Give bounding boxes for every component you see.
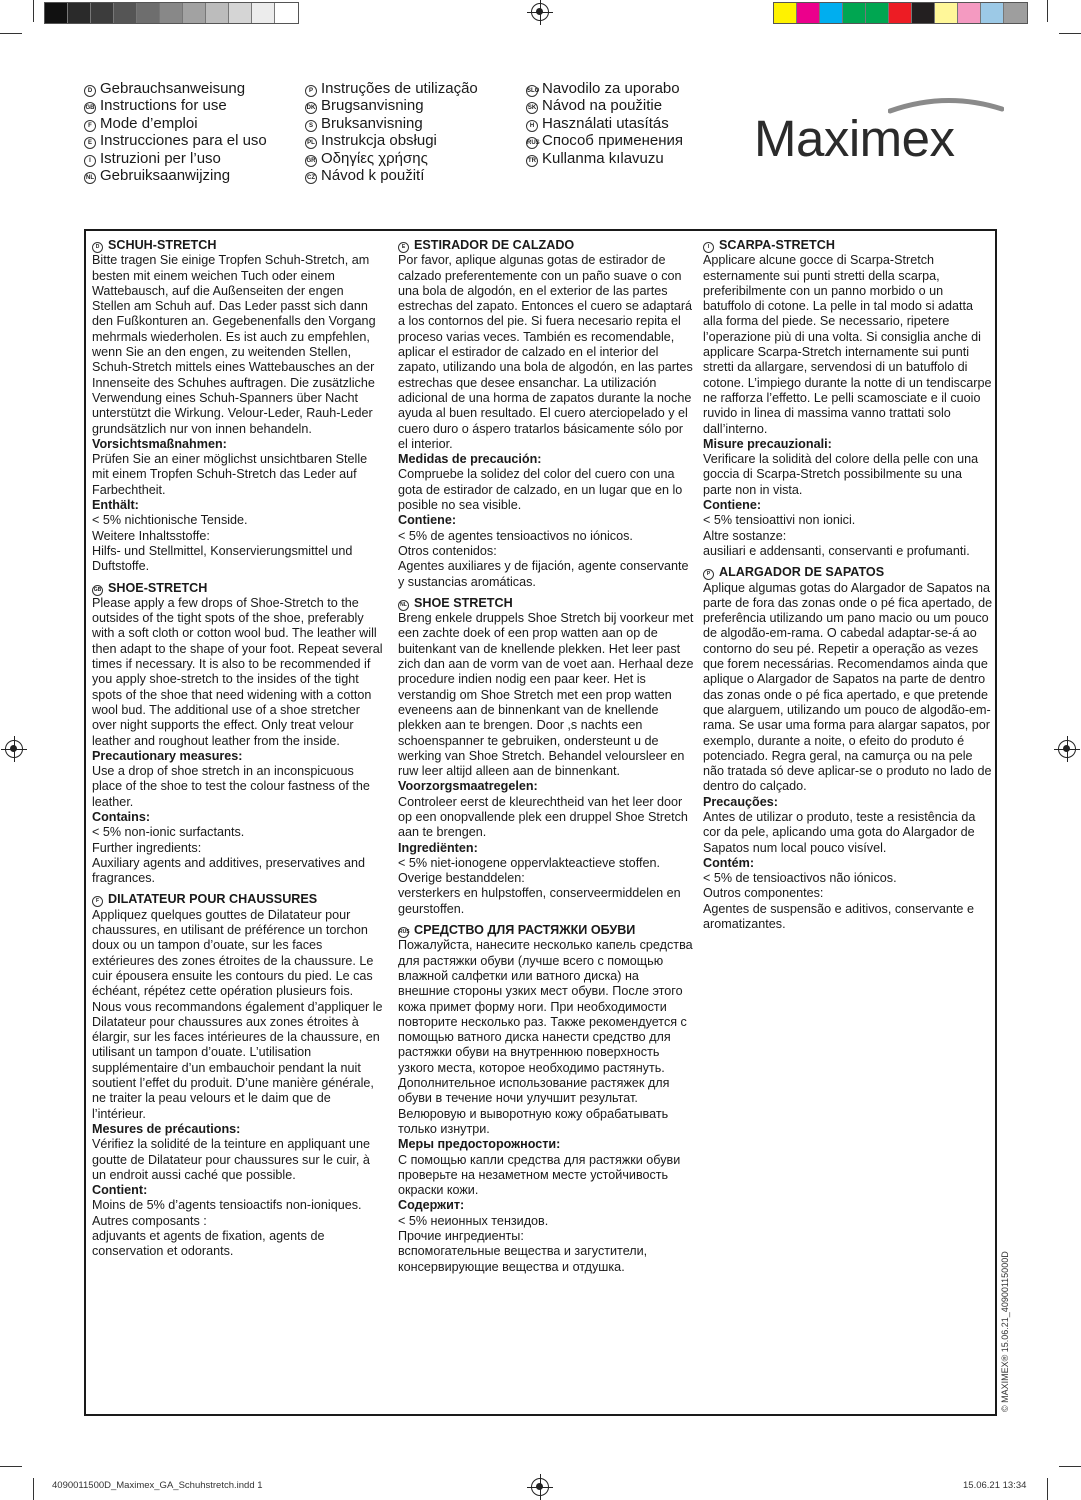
further-ingredients-text: adjuvants et agents de fixation, agents de conservation et odorants.: [92, 1229, 325, 1259]
further-ingredients-label: Overige bestanddelen:: [398, 871, 525, 886]
language-code-badge: F: [84, 120, 96, 132]
language-item: [84, 80, 267, 97]
section-title: SHOE STRETCH: [414, 595, 513, 610]
section-portuguese: [703, 565, 993, 932]
registration-mark-left: [5, 740, 23, 758]
contains-label: Contiene:: [703, 498, 762, 513]
crop-mark: [1059, 1466, 1081, 1467]
section-title: DILATATEUR POUR CHAUSSURES: [108, 892, 318, 907]
crop-mark: [33, 1478, 34, 1500]
contains-text: Moins de 5% d’agents tensioactifs non-ioniques.: [92, 1198, 362, 1213]
language-label: Navodilo za uporabo: [542, 80, 680, 97]
gray-swatch: [229, 3, 252, 23]
precaution-text: Use a drop of shoe stretch in an inconspicuous place of the shoe to test the colour fastness of the leather.: [92, 764, 370, 809]
language-code-badge: E: [398, 242, 409, 253]
language-code-badge: GB: [84, 102, 96, 114]
language-code-badge: SK: [526, 102, 538, 114]
language-code-badge: NL: [398, 600, 409, 611]
contains-label: Contém:: [703, 855, 755, 870]
gray-swatch: [275, 3, 298, 23]
crop-mark: [0, 33, 22, 34]
language-item: [305, 150, 478, 167]
registration-mark-bottom: [531, 1478, 549, 1496]
contains-label: Enthält:: [92, 498, 139, 513]
language-label: Gebruiksaanwijzing: [100, 167, 231, 185]
color-swatch: [935, 3, 958, 23]
gray-swatch: [68, 3, 91, 23]
crop-mark: [33, 0, 34, 22]
precaution-label: Voorzorgsmaatregelen:: [398, 779, 538, 794]
further-ingredients-text: Agentes de suspensão e aditivos, conservante e aromatizantes.: [703, 901, 974, 932]
precaution-label: Medidas de precaución:: [398, 452, 542, 467]
language-item: [84, 167, 267, 184]
crop-mark: [1059, 33, 1081, 34]
language-list-3: [526, 80, 683, 167]
language-label: Istruzioni per l’uso: [100, 149, 221, 167]
copyright-notice: © MAXIMEX® 15.06.21_40900115000D: [1000, 1251, 1010, 1412]
precaution-text: Antes de utilizar o produto, teste a resistência da cor da pele, aplicando uma gota do Alargador de Sapatos num local pouco visível.: [703, 809, 976, 855]
precaution-label: Misure precauzionali:: [703, 436, 832, 451]
precaution-label: Mesures de précautions:: [92, 1121, 241, 1136]
language-code-badge: SLO: [526, 85, 538, 97]
section-heading: [703, 565, 993, 580]
contains-text: < 5% niet-ionogene oppervlakteactieve stoffen.: [398, 855, 660, 870]
section-heading: [398, 596, 694, 611]
language-label: Návod k použití: [321, 167, 425, 185]
further-ingredients-label: Прочие ингредиенты:: [398, 1229, 524, 1243]
language-code-badge: RUS: [526, 137, 538, 149]
language-item: [84, 115, 267, 132]
further-ingredients-label: Autres composants :: [92, 1213, 207, 1228]
further-ingredients-text: Auxiliary agents and additives, preservatives and fragrances.: [92, 855, 366, 886]
section-body: Bitte tragen Sie einige Tropfen Schuh-Stretch, am besten mit einem weichen Tuch oder einem Wattebausch, auf die Außenseiten der engen Stellen am Schuh auf. Das Leder passt sich dann den Fußkonturen an. Gegebenenfalls den Vorgang mehrmals wiederholen. Es ist auch zu empfehlen, wenn Sie an den engen, zu weitenden Stellen, Schuh-Stretch mittels eines Wattebausches an der Innenseite des Schuhes auftragen. Die zusätzliche Verwendung eines Schuh-Spanners über Nacht unterstützt die Wirkung. Velour-Leder, Rauh-Leder grundsätzlich nur von innen behandeln.: [92, 253, 376, 436]
section-body: Пожалуйста, нанесите несколько капель средства для растяжки обуви (лучше всего с помощью влажной салфетки или ватного диска) на внешние стороны узких мест обуви. После этого кожа примет форму ноги. При необходимости повторите несколько раз. Также рекомендуется с помощью ватного диска нанести средство для растяжки обуви на внутреннюю поверхность узкого места, которое необходимо растянуть. Дополнительное использование растяжек для обуви в течение ночи улучшит результат. Велюровую и выворотную кожу обрабатывать только изнутри.: [398, 938, 693, 1136]
language-label: Instruções de utilização: [321, 80, 478, 97]
section-french: [92, 892, 384, 1259]
contains-label: Contiene:: [398, 513, 457, 528]
contains-text: < 5% nichtionische Tenside.: [92, 513, 248, 528]
further-ingredients-text: ausiliari e addensanti, conservanti e profumanti.: [703, 543, 970, 558]
precaution-text: Verificare la solidità del colore della pelle con una goccia di Scarpa-Stretch possibilmente su una parte non in vista.: [703, 452, 979, 497]
color-swatch: [958, 3, 981, 23]
language-label: Gebrauchsanweisung: [100, 80, 246, 97]
language-code-badge: H: [526, 120, 538, 132]
language-code-badge: RUS: [398, 927, 409, 938]
registration-mark-top: [531, 3, 549, 21]
section-body: Aplique algumas gotas do Alargador de Sapatos na parte de fora das zonas onde o pé fica apertado, de preferência utilizando um pano macio ou um pouco de algodão-em-rama. O cabedal adaptar-se-á ao contorno do seu pé. Repetir a operação as vezes que forem necessárias. Recomendamos ainda que aplique o Alargador de Sapatos na parte de dentro das zonas onde o pé fica apertado, e que pretende que alarguem, utilizando um pouco de algodão-em-rama. Se usar uma forma para alargar sapatos, por exemplo, durante a noite, o efeito do produto é potenciado. Regra geral, na camurça ou na pele não tratada só deve aplicar-se o produto no lado de dentro do calçado.: [703, 580, 993, 794]
section-heading: [92, 581, 384, 596]
column-left: [92, 238, 384, 1266]
section-heading: [92, 892, 384, 907]
section-body: Breng enkele druppels Shoe Stretch bij voorkeur met een zachte doek of een prop watten aan op de buitenkant van de knellende plekken. Het leer past zich dan aan de vorm van de voet aan. Herhaal deze procedure indien nodig een paar keer. Het is verstandig om Shoe Stretch met een prop watten eveneens aan de binnenkant van de knellende plekken aan te brengen. Door ,s nachts een schoenspanner te gebruiken, ondersteunt u de werking van Shoe Stretch. Behandel veloursleer en ruw leer altijd alleen aan de binnenkant.: [398, 611, 694, 779]
language-item: [84, 132, 267, 149]
gray-swatch: [114, 3, 137, 23]
language-code-badge: S: [305, 120, 317, 132]
language-item: [305, 115, 478, 132]
precaution-label: Vorsichtsmaßnahmen:: [92, 436, 227, 451]
language-code-badge: D: [92, 242, 103, 253]
language-item: [305, 80, 478, 97]
language-label: Οδηγίες χρήσης: [321, 149, 428, 167]
further-ingredients-label: Weitere Inhaltsstoffe:: [92, 528, 210, 543]
section-body: Appliquez quelques gouttes de Dilatateur pour chaussures, en utilisant de préférence un torchon doux ou un tampon d’ouate, sur les faces extérieures des zones étroites de la chaussure. Le cuir épousera ensuite les contours du pied. Le cas échéant, répétez cette opération plusieurs fois. Nous vous recommandons également d’appliquer le Dilatateur pour chaussures aux zones étroites à élargir, sur les faces intérieures de la chaussure, en utilisant un tampon d’ouate. L’utilisation supplémentaire d’un embauchoir pendant la nuit soutient l’effet du produit. D’une manière générale, ne traiter la peau velours et le daim que de l’intérieur.: [92, 907, 383, 1121]
further-ingredients-label: Outros componentes:: [703, 886, 824, 901]
precaution-text: Compruebe la solidez del color del cuero con una gota de estirador de calzado, en un lugar que en lo posible no sea visible.: [398, 467, 683, 513]
contains-label: Contient:: [92, 1183, 148, 1198]
crop-mark: [1047, 1478, 1048, 1500]
section-german: [92, 238, 384, 575]
section-heading: [398, 923, 694, 938]
further-ingredients-text: Agentes auxiliares y de fijación, agente conservante y sustancias aromáticas.: [398, 559, 689, 589]
language-list-1: [84, 80, 267, 184]
language-item: [305, 167, 478, 184]
gray-swatch: [206, 3, 229, 23]
language-item: [84, 97, 267, 114]
logo-wordmark: Maximex: [754, 110, 955, 167]
column-middle: [398, 238, 694, 1281]
precaution-text: Controleer eerst de kleurechtheid van het leer door op een onopvallende plek een druppel Shoe Stretch aan te brengen.: [398, 794, 688, 840]
language-code-badge: P: [305, 85, 317, 97]
color-calibration-bar: [773, 2, 1028, 24]
language-code-badge: I: [703, 242, 714, 253]
language-code-badge: E: [84, 137, 96, 149]
section-body: Please apply a few drops of Shoe-Stretch to the outsides of the tight spots of the shoe, preferably with a soft cloth or cotton wool bud. The leather will then adapt to the shape of your foot. Repeat several times if necessary. It is also to be recommended if you apply shoe-stretch to the insides of the tight spots of the shoe that need widening with a cotton wool bud. The additional use of a shoe stretcher over night supports the effect. Only treat velour leather and roughout leather from the inside.: [92, 595, 383, 748]
section-heading: [92, 238, 384, 253]
precaution-text: Prüfen Sie an einer möglichst unsichtbaren Stelle mit einem Tropfen Schuh-Stretch das Leder auf Farbechtheit.: [92, 452, 368, 497]
footer-filename: 4090011500D_Maximex_GA_Schuhstretch.indd 1: [52, 1480, 263, 1491]
contains-label: Contains:: [92, 809, 151, 824]
grayscale-calibration-bar: [44, 2, 299, 24]
color-swatch: [774, 3, 797, 23]
instructions-frame: [84, 229, 997, 1416]
further-ingredients-text: versterkers en hulpstoffen, conserveermiddelen en geurstoffen.: [398, 886, 681, 916]
language-item: [84, 150, 267, 167]
crop-mark: [0, 1466, 22, 1467]
language-code-badge: GR: [305, 155, 317, 167]
color-swatch: [912, 3, 935, 23]
contains-text: < 5% non-ionic surfactants.: [92, 825, 245, 840]
contains-text: < 5% неионных тензидов.: [398, 1213, 549, 1228]
color-swatch: [866, 3, 889, 23]
language-code-badge: I: [84, 155, 96, 167]
section-italian: [703, 238, 993, 559]
gray-swatch: [45, 3, 68, 23]
precaution-text: Vérifiez la solidité de la teinture en appliquant une goutte de Dilatateur pour chaussures sur le cuir, à un endroit aussi caché que possible.: [92, 1137, 370, 1182]
language-label: Brugsanvisning: [321, 97, 424, 115]
precaution-label: Precautionary measures:: [92, 748, 243, 763]
gray-swatch: [137, 3, 160, 23]
language-item: [526, 97, 683, 114]
section-russian: [398, 923, 694, 1275]
language-label: Használati utasítás: [542, 114, 669, 132]
language-label: Kullanma kılavuzu: [542, 149, 664, 167]
section-heading: [398, 238, 694, 253]
further-ingredients-text: Hilfs- und Stellmittel, Konservierungsmittel und Duftstoffe.: [92, 543, 353, 574]
language-label: Bruksanvisning: [321, 114, 423, 132]
gray-swatch: [160, 3, 183, 23]
section-body: Por favor, aplique algunas gotas de estirador de calzado preferentemente con un paño suave o con una bola de algodón, en el exterior de las partes estrechas del zapato. Entonces el cuero se adaptará a los contornos del pie. Si fuera necesario repita el proceso varias veces. También es recomendable, aplicar el estirador de calzado en el interior del zapato, utilizando una bola de algodón, en las partes estrechas que desee ensanchar. La utilización adicional de una horma de zapatos durante la noche ayuda al buen resultado. El cuero aterciopelado y el cuero duro o áspero tratarlos básicamente sólo por el interior.: [398, 253, 693, 451]
language-label: Instructions for use: [100, 97, 227, 115]
further-ingredients-label: Otros contenidos:: [398, 543, 497, 558]
section-spanish: [398, 238, 694, 590]
contains-label: Ingrediënten:: [398, 840, 478, 855]
language-code-badge: GB: [92, 585, 103, 596]
section-title: SCARPA-STRETCH: [719, 238, 835, 252]
section-title: ESTIRADOR DE CALZADO: [414, 238, 575, 252]
language-list-2: [305, 80, 478, 184]
registration-mark-right: [1058, 740, 1076, 758]
language-item: [305, 97, 478, 114]
language-item: [526, 150, 683, 167]
section-dutch: [398, 596, 694, 917]
precaution-text: С помощью капли средства для растяжки обуви проверьте на незаметном месте устойчивость окраски кожи.: [398, 1152, 681, 1198]
contains-text: < 5% de agentes tensioactivos no iónicos.: [398, 528, 633, 543]
further-ingredients-label: Further ingredients:: [92, 840, 202, 855]
further-ingredients-text: вспомогательные вещества и загустители, консервирующие вещества и отдушка.: [398, 1244, 648, 1274]
language-item: [526, 132, 683, 149]
language-label: Mode d’emploi: [100, 114, 198, 132]
language-label: Instrucciones para el uso: [100, 132, 267, 150]
gray-swatch: [91, 3, 114, 23]
color-swatch: [889, 3, 912, 23]
section-heading: [703, 238, 993, 253]
color-swatch: [843, 3, 866, 23]
section-title: SCHUH-STRETCH: [108, 238, 217, 252]
language-code-badge: CZ: [305, 172, 317, 184]
footer-timestamp: 15.06.21 13:34: [963, 1480, 1027, 1491]
language-code-badge: DK: [305, 102, 317, 114]
language-code-badge: F: [92, 896, 103, 907]
section-title: СРЕДСТВО ДЛЯ РАСТЯЖКИ ОБУВИ: [414, 923, 636, 938]
language-code-badge: D: [84, 85, 96, 97]
precaution-label: Precauções:: [703, 794, 778, 809]
section-english: [92, 581, 384, 887]
language-code-badge: TR: [526, 155, 538, 167]
language-label: Instrukcja obsługi: [321, 132, 437, 150]
section-body: Applicare alcune gocce di Scarpa-Stretch esternamente sui punti stretti della scarpa, preferibilmente con un panno morbido o un batuffolo di cotone. La pelle in tal modo si adatta alla forma del piede. Se necessario, ripetere l’operazione più di una volta. Si consiglia anche di applicare Scarpa-Stretch internamente sui punti stretti da allargare, servendosi di un batuffolo di cotone. L’impiego durante la notte di un tendiscarpe ne rafforza l’effetto. Le pelli scamosciate e il cuoio ruvido in linea di massima vanno trattati solo dall’interno.: [703, 253, 992, 436]
language-code-badge: P: [703, 569, 714, 580]
crop-mark: [1047, 0, 1048, 22]
color-swatch: [820, 3, 843, 23]
precaution-label: Меры предосторожности:: [398, 1137, 561, 1152]
language-label: Návod na použitie: [542, 97, 663, 115]
gray-swatch: [183, 3, 206, 23]
color-swatch: [797, 3, 820, 23]
contains-text: < 5% tensioattivi non ionici.: [703, 513, 856, 528]
section-title: SHOE-STRETCH: [108, 580, 208, 595]
language-code-badge: PL: [305, 137, 317, 149]
language-item: [526, 115, 683, 132]
contains-label: Содержит:: [398, 1198, 465, 1213]
language-code-badge: NL: [84, 172, 96, 184]
language-item: [526, 80, 683, 97]
color-swatch: [981, 3, 1004, 23]
language-label: Способ применения: [542, 132, 683, 150]
contains-text: < 5% de tensioactivos não iónicos.: [703, 871, 897, 886]
gray-swatch: [252, 3, 275, 23]
section-title: ALARGADOR DE SAPATOS: [719, 565, 885, 580]
further-ingredients-label: Altre sostanze:: [703, 528, 787, 543]
language-item: [305, 132, 478, 149]
column-right: [703, 238, 993, 938]
color-swatch: [1004, 3, 1027, 23]
maximex-logo: [752, 95, 1002, 170]
